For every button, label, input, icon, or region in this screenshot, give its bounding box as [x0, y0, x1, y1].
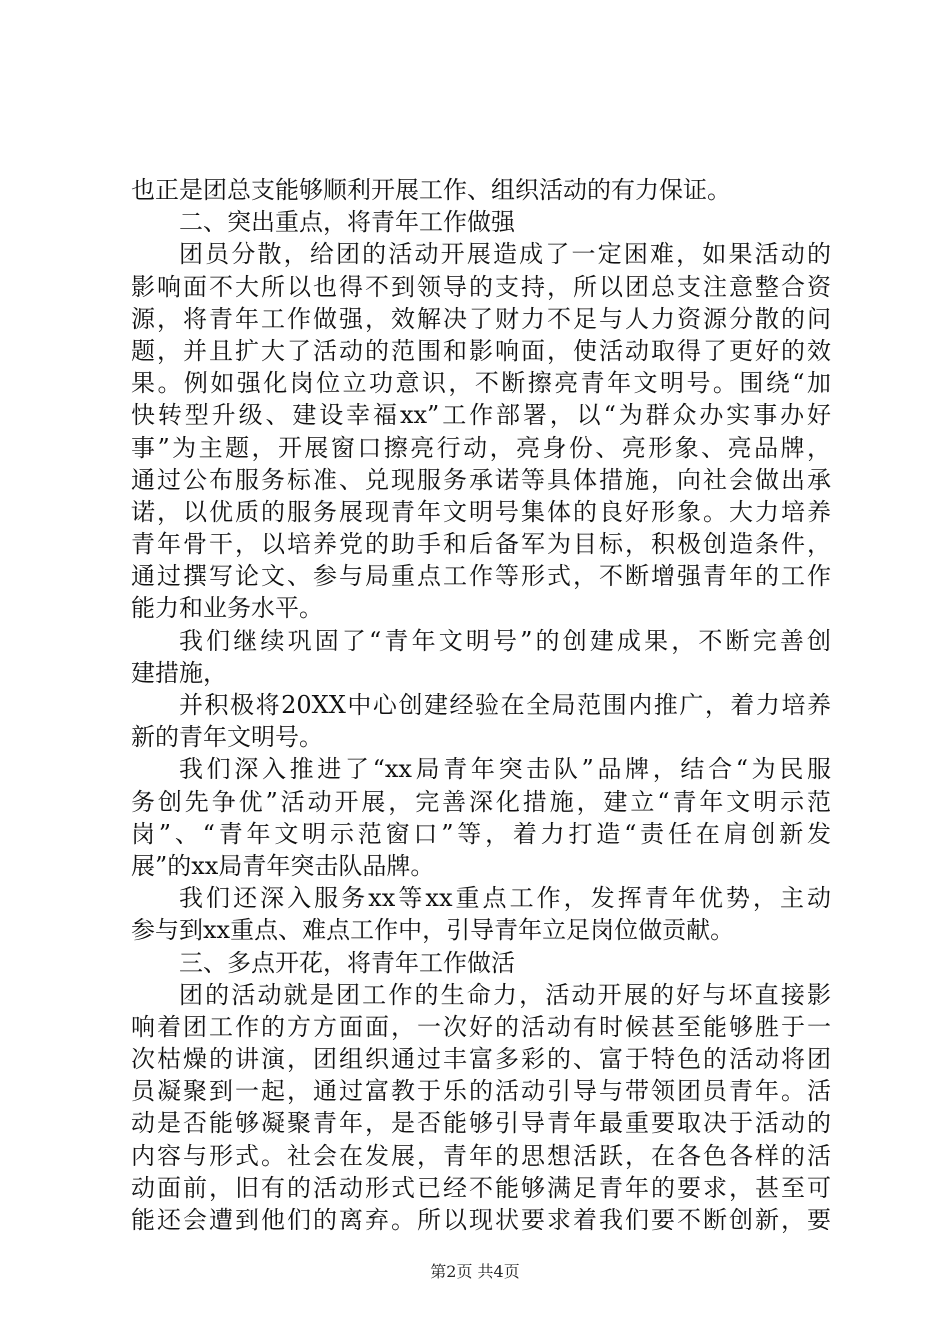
text-line: 新的青年文明号。: [131, 723, 323, 752]
text-line: 青年骨干，以培养党的助手和后备军为目标，积极创造条件，: [131, 530, 831, 559]
text-line: 也正是团总支能够顺利开展工作、组织活动的有力保证。: [131, 176, 731, 204]
text-line: 二、突出重点，将青年工作做强: [179, 208, 515, 237]
text-line: 建措施，: [131, 658, 227, 687]
text-line: 通过撰写论文、参与局重点工作等形式，不断增强青年的工作: [131, 562, 831, 591]
text-line: 我们继续巩固了“青年文明号”的创建成果，不断完善创: [179, 626, 831, 655]
text-line: 事”为主题，开展窗口擦亮行动，亮身份、亮形象、亮品牌，: [131, 433, 831, 462]
text-line: 团员分散，给团的活动开展造成了一定困难，如果活动的: [179, 240, 831, 269]
text-line: 果。例如强化岗位立功意识，不断擦亮青年文明号。围绕“加: [131, 369, 831, 398]
text-line: 动是否能够凝聚青年，是否能够引导青年最重要取决于活动的: [131, 1109, 831, 1138]
text-line: 团的活动就是团工作的生命力，活动开展的好与坏直接影: [179, 980, 831, 1009]
text-line: 通过公布服务标准、兑现服务承诺等具体措施，向社会做出承: [131, 465, 831, 494]
text-line: 员凝聚到一起，通过富教于乐的活动引导与带领团员青年。活: [131, 1077, 831, 1106]
page-footer: 第2页 共4页: [430, 1262, 520, 1281]
text-line: 响着团工作的方方面面，一次好的活动有时候甚至能够胜于一: [131, 1012, 831, 1041]
text-line: 快转型升级、建设幸福xx”工作部署，以“为群众办实事办好: [131, 401, 831, 430]
text-line: 我们还深入服务xx等xx重点工作，发挥青年优势，主动: [179, 884, 831, 913]
document-body: [131, 174, 831, 1236]
text-line: 影响面不大所以也得不到领导的支持，所以团总支注意整合资: [131, 272, 831, 301]
text-line: 我们深入推进了“xx局青年突击队”品牌，结合“为民服: [179, 755, 831, 784]
text-line: 务创先争优”活动开展，完善深化措施，建立“青年文明示范: [131, 787, 831, 816]
text-line: 参与到xx重点、难点工作中，引导青年立足岗位做贡献。: [131, 916, 735, 945]
text-line: 能还会遭到他们的离弃。所以现状要求着我们要不断创新，要: [131, 1206, 831, 1234]
text-line: 能力和业务水平。: [131, 594, 323, 623]
text-line: 诺，以优质的服务展现青年文明号集体的良好形象。大力培养: [131, 497, 831, 526]
text-line: 岗”、“青年文明示范窗口”等，着力打造“责任在肩创新发: [131, 819, 831, 848]
text-line: 次枯燥的讲演，团组织通过丰富多彩的、富于特色的活动将团: [131, 1045, 831, 1074]
text-line: 展”的xx局青年突击队品牌。: [131, 851, 435, 880]
text-line: 动面前，旧有的活动形式已经不能够满足青年的要求，甚至可: [131, 1173, 831, 1202]
text-line: 三、多点开花，将青年工作做活: [179, 948, 515, 977]
text-line: 题，并且扩大了活动的范围和影响面，使活动取得了更好的效: [131, 336, 831, 365]
text-line: 并积极将20XX中心创建经验在全局范围内推广，着力培养: [179, 691, 831, 719]
text-line: 源，将青年工作做强，效解决了财力不足与人力资源分散的问: [131, 304, 831, 333]
text-line: 内容与形式。社会在发展，青年的思想活跃，在各色各样的活: [131, 1141, 831, 1170]
